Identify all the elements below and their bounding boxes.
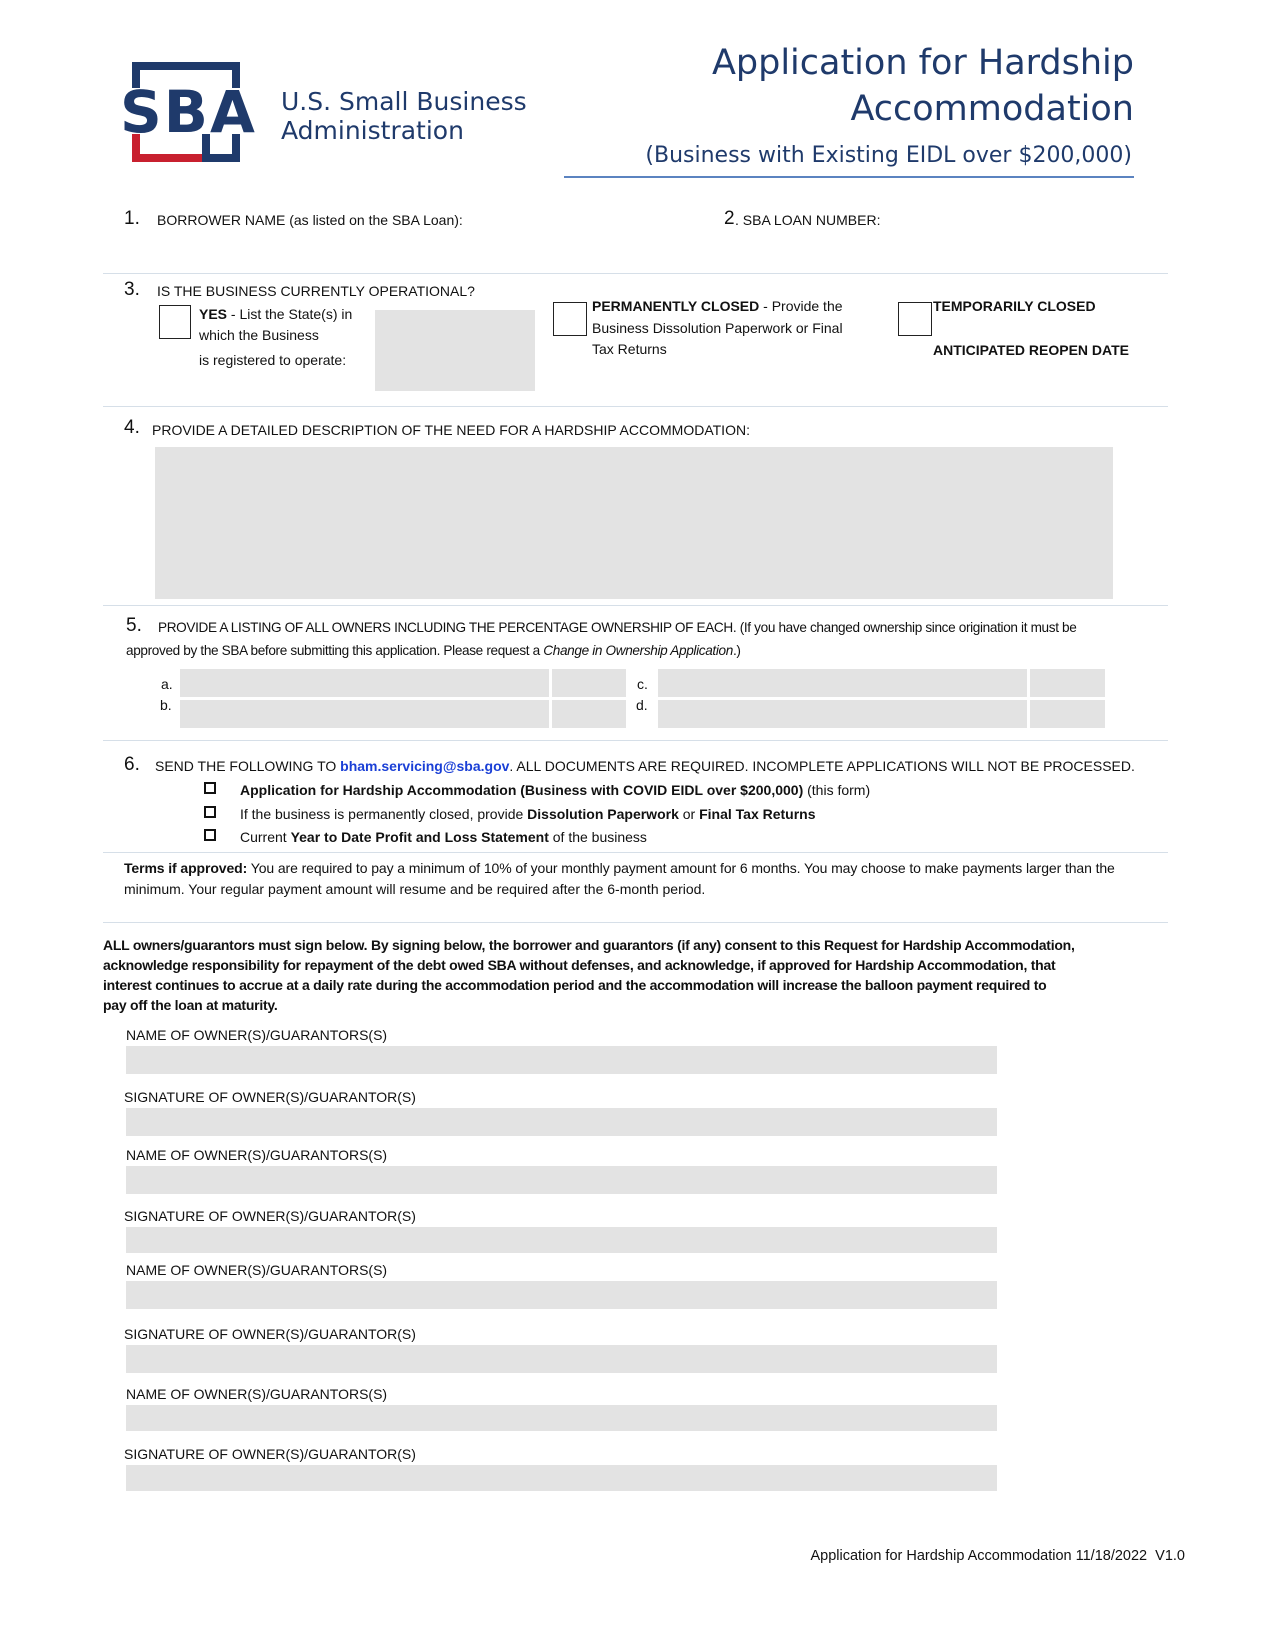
terms-line2: minimum. Your regular payment amount will resume and be required after the 6-month period. (124, 881, 706, 897)
hardship-description-input[interactable] (155, 447, 1113, 599)
yes-line2: which the Business (199, 327, 319, 343)
doc-item-1: Application for Hardship Accommodation (Business with COVID EIDL over $200,000) (this form) (240, 782, 871, 798)
consent-line1: ALL owners/guarantors must sign below. By signing below, the borrower and guarantors (if any) consent to this Request for Hardship Accommodation, (103, 937, 1075, 953)
owner-a-percent-input[interactable] (552, 669, 626, 697)
divider (103, 922, 1168, 923)
owner-name-label-1: NAME OF OWNER(S)/GUARANTORS(S) (126, 1027, 388, 1043)
terms-line1: Terms if approved: You are required to pay a minimum of 10% of your monthly payment amount for 6 months. You may choose to make payments larger than the (124, 860, 1115, 876)
owner-row-c-label: c. (637, 676, 648, 692)
owner-signature-input-1[interactable] (126, 1108, 997, 1136)
divider (103, 740, 1168, 741)
owner-signature-label-3: SIGNATURE OF OWNER(S)/GUARANTOR(S) (124, 1326, 416, 1342)
perm-line3: Tax Returns (592, 341, 667, 357)
owner-name-label-3: NAME OF OWNER(S)/GUARANTORS(S) (126, 1262, 388, 1278)
divider (103, 406, 1168, 407)
owner-signature-label-4: SIGNATURE OF OWNER(S)/GUARANTOR(S) (124, 1446, 416, 1462)
q6-instruction: SEND THE FOLLOWING TO bham.servicing@sba.gov. ALL DOCUMENTS ARE REQUIRED. INCOMPLETE APPLICATIONS WILL NOT BE PROCESSED. (155, 758, 1135, 774)
q5-line2: approved by the SBA before submitting this application. Please request a Change in Ownership Application.) (126, 643, 741, 658)
yes-checkbox[interactable] (159, 305, 191, 339)
servicing-email-link[interactable]: bham.servicing@sba.gov (340, 758, 510, 774)
title-underline (564, 176, 1134, 178)
q5-line1: PROVIDE A LISTING OF ALL OWNERS INCLUDING THE PERCENTAGE OWNERSHIP OF EACH. (If you have changed ownership since origination it must be (158, 620, 1077, 635)
q4-label: PROVIDE A DETAILED DESCRIPTION OF THE NEED FOR A HARDSHIP ACCOMMODATION: (152, 422, 750, 438)
owner-signature-input-3[interactable] (126, 1345, 997, 1373)
owner-c-percent-input[interactable] (1030, 669, 1105, 697)
owner-name-input-1[interactable] (126, 1046, 997, 1074)
yes-line3: is registered to operate: (199, 352, 347, 368)
consent-line4: pay off the loan at maturity. (103, 997, 278, 1013)
q6-number: 6. (124, 754, 140, 775)
states-input[interactable] (375, 310, 535, 391)
form-subtitle: (Business with Existing EIDL over $200,000) (645, 143, 1132, 168)
form-title-line1: Application for Hardship (711, 43, 1134, 83)
divider (103, 605, 1168, 606)
owner-row-d-label: d. (636, 697, 648, 713)
reopen-label: ANTICIPATED REOPEN DATE (933, 342, 1130, 358)
doc-checkbox-1[interactable] (204, 782, 216, 794)
divider (103, 273, 1168, 274)
owner-name-input-2[interactable] (126, 1166, 997, 1194)
owner-name-label-2: NAME OF OWNER(S)/GUARANTORS(S) (126, 1147, 388, 1163)
footer-version: Application for Hardship Accommodation 11/18/2022 V1.0 (810, 1548, 1185, 1564)
q3-label: IS THE BUSINESS CURRENTLY OPERATIONAL? (157, 283, 475, 299)
owner-d-percent-input[interactable] (1030, 700, 1105, 728)
temp-label: TEMPORARILY CLOSED (933, 298, 1096, 314)
org-name-line1: U.S. Small Business (281, 87, 527, 116)
q2-label: . SBA LOAN NUMBER: (735, 212, 881, 228)
sba-logo (120, 62, 257, 166)
q5-number: 5. (126, 615, 142, 636)
owner-signature-label-1: SIGNATURE OF OWNER(S)/GUARANTOR(S) (124, 1089, 416, 1105)
permanently-closed-checkbox[interactable] (553, 302, 587, 336)
owner-signature-label-2: SIGNATURE OF OWNER(S)/GUARANTOR(S) (124, 1208, 416, 1224)
doc-item-2: If the business is permanently closed, provide Dissolution Paperwork or Final Tax Returns (240, 806, 816, 822)
yes-line1: YES - List the State(s) in (199, 306, 353, 322)
q1-label: BORROWER NAME (as listed on the SBA Loan): (157, 212, 463, 228)
perm-line2: Business Dissolution Paperwork or Final (592, 320, 843, 336)
owner-name-input-4[interactable] (126, 1405, 997, 1431)
owner-d-name-input[interactable] (658, 700, 1027, 728)
doc-checkbox-2[interactable] (204, 806, 216, 818)
owner-signature-input-2[interactable] (126, 1227, 997, 1253)
doc-checkbox-3[interactable] (204, 829, 216, 841)
q1-number: 1. (124, 208, 140, 229)
temporarily-closed-checkbox[interactable] (898, 302, 932, 336)
owner-name-input-3[interactable] (126, 1281, 997, 1309)
form-title-line2: Accommodation (850, 89, 1134, 129)
owner-c-name-input[interactable] (658, 669, 1027, 697)
owner-b-name-input[interactable] (180, 700, 549, 728)
owner-name-label-4: NAME OF OWNER(S)/GUARANTORS(S) (126, 1386, 388, 1402)
consent-line2: acknowledge responsibility for repayment of the debt owed SBA without defenses, and acknowledge, if approved for Hardship Accommodation, that (103, 957, 1056, 973)
owner-a-name-input[interactable] (180, 669, 549, 697)
divider (103, 852, 1168, 853)
owner-b-percent-input[interactable] (552, 700, 626, 728)
perm-line1: PERMANENTLY CLOSED - Provide the (592, 298, 843, 314)
q4-number: 4. (124, 417, 140, 438)
q3-number: 3. (124, 279, 140, 300)
doc-item-3: Current Year to Date Profit and Loss Statement of the business (240, 829, 647, 845)
org-name-line2: Administration (281, 116, 464, 145)
consent-line3: interest continues to accrue at a daily rate during the accommodation period and the accommodation will increase the balloon payment required to (103, 977, 1047, 993)
logo-letters: SBA (120, 78, 257, 146)
owner-row-a-label: a. (161, 676, 173, 692)
q2-number: 2 (724, 208, 735, 229)
owner-row-b-label: b. (160, 697, 172, 713)
owner-signature-input-4[interactable] (126, 1465, 997, 1491)
